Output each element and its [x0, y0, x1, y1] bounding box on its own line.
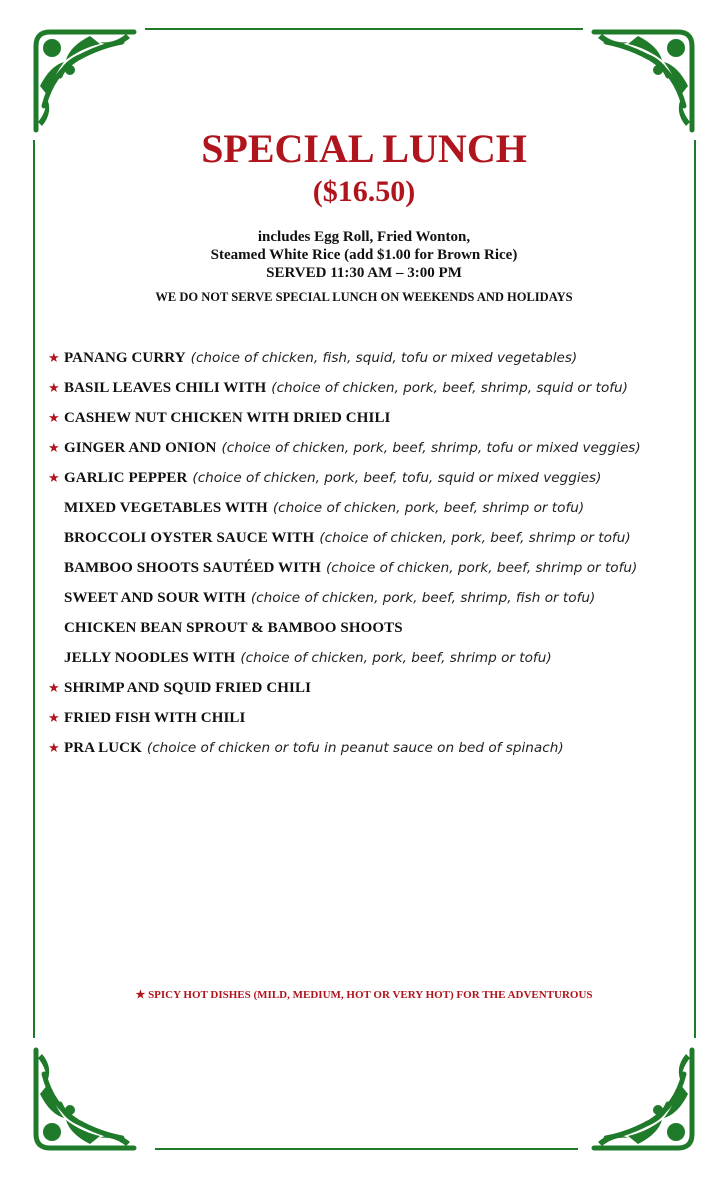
menu-item: [48, 407, 718, 437]
corner-ornament-top-left-icon: [30, 26, 140, 136]
weekend-notice: WE DO NOT SERVE SPECIAL LUNCH ON WEEKENDS AND HOLIDAYS: [155, 290, 573, 304]
star-icon: ★: [48, 710, 60, 725]
menu-item: [48, 347, 718, 377]
corner-ornament-top-right-icon: [588, 26, 698, 136]
frame-top-border: [145, 28, 583, 30]
corner-ornament-bottom-right-icon: [588, 1044, 698, 1154]
dish-name: PANANG CURRY: [64, 350, 186, 366]
menu-title: SPECIAL LUNCH: [201, 126, 527, 171]
star-icon: ★: [48, 440, 60, 455]
dish-name: CASHEW NUT CHICKEN WITH DRIED CHILI: [64, 410, 391, 426]
dish-name: PRA LUCK: [64, 740, 142, 756]
menu-item: [48, 707, 718, 737]
menu-item-list: [48, 347, 718, 767]
star-icon: ★: [48, 740, 60, 755]
dish-choice: (choice of chicken, pork, beef, shrimp, squid or tofu): [271, 380, 628, 396]
dish-choice: (choice of chicken, pork, beef, shrimp, fish or tofu): [250, 590, 596, 606]
dish-name: BASIL LEAVES CHILI WITH: [64, 380, 267, 396]
menu-item: [48, 527, 718, 557]
dish-name: SHRIMP AND SQUID FRIED CHILI: [64, 680, 312, 696]
menu-item: [48, 557, 718, 587]
dish-name: FRIED FISH WITH CHILI: [64, 710, 246, 726]
menu-item: [48, 497, 718, 527]
spicy-footnote: ★ SPICY HOT DISHES (MILD, MEDIUM, HOT OR VERY HOT) FOR THE ADVENTUROUS: [135, 989, 593, 1001]
menu-item: [48, 437, 718, 467]
dish-choice: (choice of chicken, pork, beef, shrimp or tofu): [272, 500, 585, 516]
menu-item: [48, 587, 718, 617]
menu-item: [48, 377, 718, 407]
dish-name: SWEET AND SOUR WITH: [64, 590, 246, 606]
menu-item: [48, 467, 718, 497]
dish-name: CHICKEN BEAN SPROUT & BAMBOO SHOOTS: [64, 620, 403, 636]
dish-choice: (choice of chicken, pork, beef, shrimp, tofu or mixed veggies): [221, 440, 641, 456]
dish-choice: (choice of chicken or tofu in peanut sauce on bed of spinach): [146, 740, 564, 756]
star-icon: ★: [48, 470, 60, 485]
corner-ornament-bottom-left-icon: [30, 1044, 140, 1154]
dish-choice: (choice of chicken, pork, beef, tofu, squid or mixed veggies): [192, 470, 602, 486]
menu-item: [48, 677, 718, 707]
dish-choice: (choice of chicken, pork, beef, shrimp or tofu): [319, 530, 631, 546]
star-icon: ★: [48, 410, 60, 425]
frame-bottom-border: [155, 1148, 578, 1150]
menu-item: [48, 647, 718, 677]
star-icon: ★: [48, 380, 60, 395]
menu-item: [48, 737, 718, 767]
dish-choice: (choice of chicken, pork, beef, shrimp or tofu): [240, 650, 552, 666]
dish-name: GINGER AND ONION: [64, 440, 217, 456]
dish-name: BROCCOLI OYSTER SAUCE WITH: [64, 530, 315, 546]
menu-price: ($16.50): [312, 175, 416, 208]
star-icon: ★: [48, 350, 60, 365]
served-hours: SERVED 11:30 AM – 3:00 PM: [266, 265, 462, 281]
dish-name: BAMBOO SHOOTS SAUTÉED WITH: [64, 560, 321, 576]
star-icon: ★: [48, 680, 60, 695]
dish-choice: (choice of chicken, pork, beef, shrimp or tofu): [325, 560, 638, 576]
includes-line-1: includes Egg Roll, Fried Wonton,: [257, 229, 471, 245]
menu-item: [48, 617, 718, 647]
includes-line-2: Steamed White Rice (add $1.00 for Brown Rice): [210, 247, 518, 263]
dish-name: MIXED VEGETABLES WITH: [64, 500, 268, 516]
dish-name: JELLY NOODLES WITH: [64, 650, 236, 666]
dish-choice: (choice of chicken, fish, squid, tofu or mixed vegetables): [190, 350, 578, 366]
dish-name: GARLIC PEPPER: [64, 470, 188, 486]
